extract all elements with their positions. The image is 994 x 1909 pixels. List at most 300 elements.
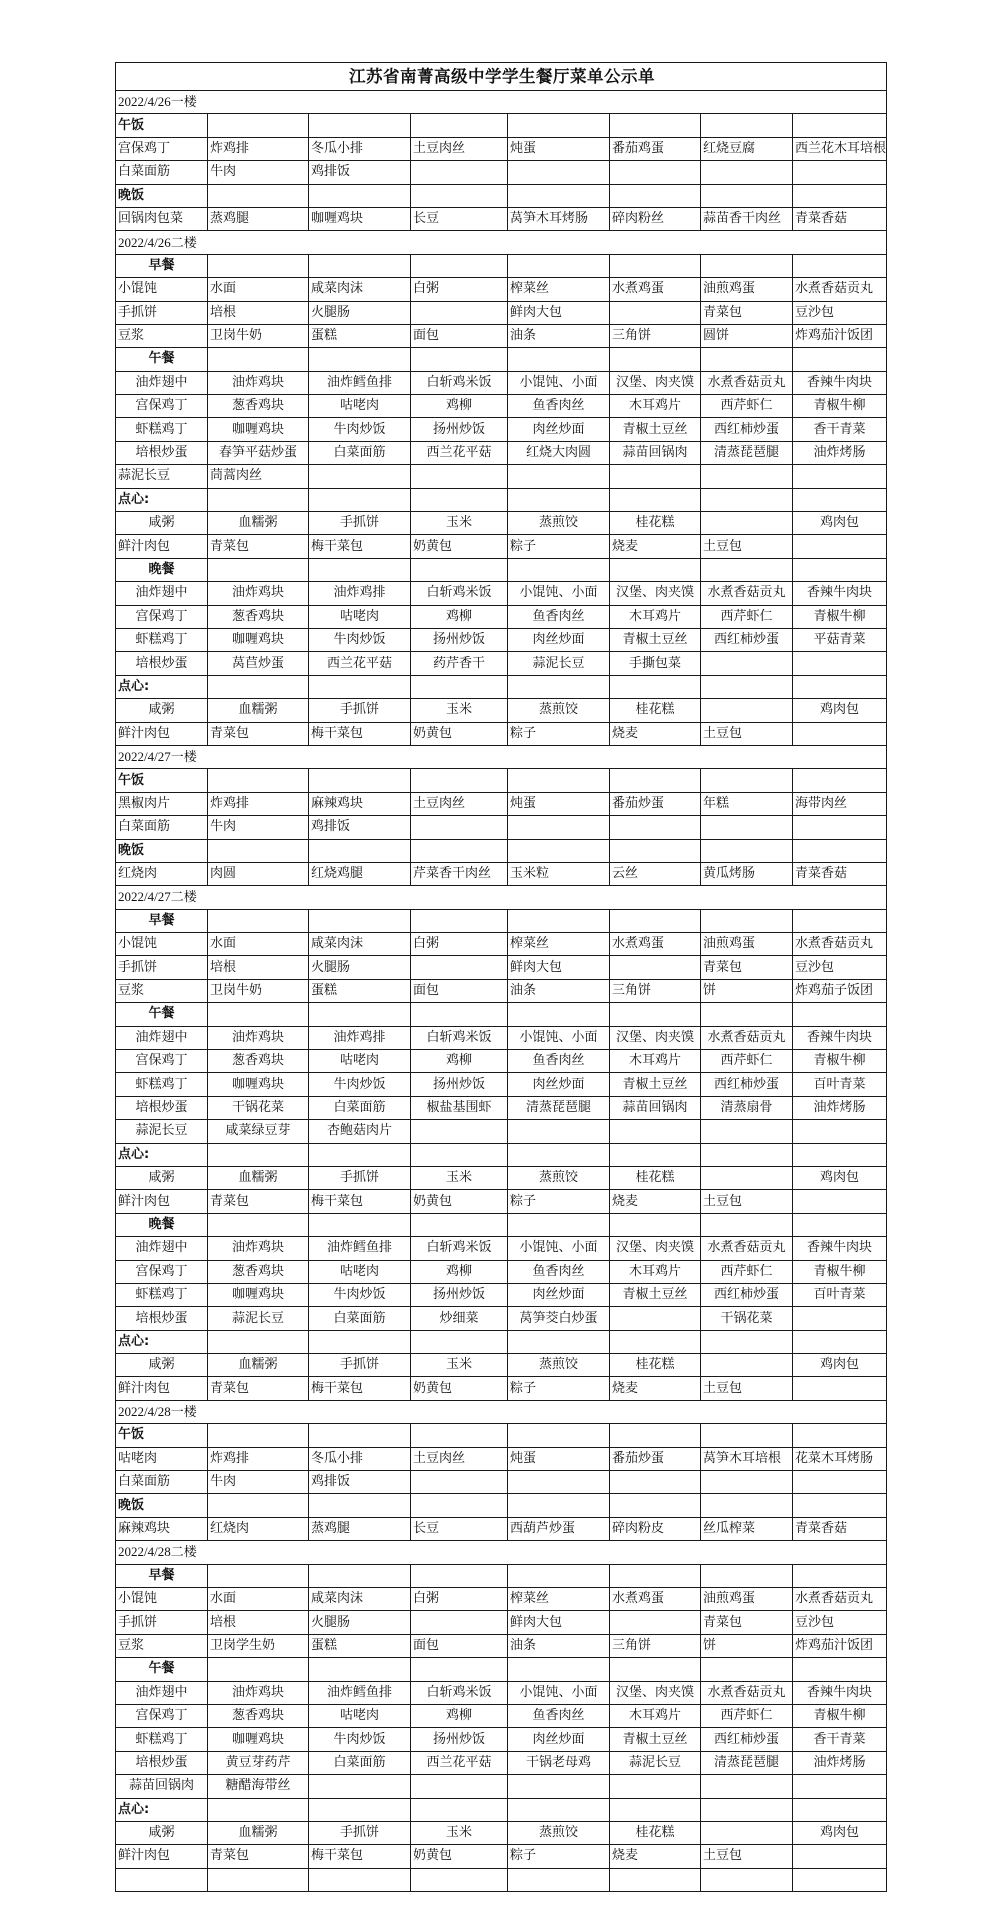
dish-cell: 宫保鸡丁 [116,605,208,628]
table-row [116,207,887,230]
dish-cell [610,1307,701,1330]
section-date: 2022/4/28一楼 [116,1400,887,1423]
table-row [116,1166,887,1189]
table-row [116,1050,887,1073]
dish-cell: 青菜包 [701,1611,793,1634]
dish-cell [793,535,887,558]
table-row [116,1634,887,1657]
dish-cell: 手抓饼 [309,1821,411,1844]
table-row [116,1611,887,1634]
dish-cell: 红烧鸡腿 [309,862,411,885]
empty-cell [309,839,411,862]
empty-cell [701,1658,793,1681]
dish-cell [793,1190,887,1213]
table-row [116,1120,887,1143]
table-row [116,395,887,418]
table-row [116,1821,887,1844]
empty-cell [208,558,309,581]
empty-cell [793,184,887,207]
dish-cell: 桂花糕 [610,699,701,722]
empty-cell [208,839,309,862]
dish-cell: 咕咾肉 [309,605,411,628]
dish-cell: 蛋糕 [309,1634,411,1657]
empty-cell [701,1798,793,1821]
dish-cell: 木耳鸡片 [610,395,701,418]
dish-cell: 奶黄包 [411,535,508,558]
dish-cell: 玉米 [411,512,508,535]
dish-cell: 蛋糕 [309,324,411,347]
empty-cell [411,254,508,277]
dish-cell: 牛肉炒饭 [309,1073,411,1096]
empty-cell [793,1330,887,1353]
dish-cell: 粽子 [508,1190,610,1213]
empty-cell [508,1143,610,1166]
dish-cell: 桂花糕 [610,1166,701,1189]
empty-cell [208,348,309,371]
dish-cell: 玉米 [411,1821,508,1844]
dish-cell: 白斩鸡米饭 [411,1237,508,1260]
dish-cell: 鱼香肉丝 [508,395,610,418]
dish-cell: 西红柿炒蛋 [701,1728,793,1751]
empty-cell [701,839,793,862]
table-row [116,1868,887,1891]
empty-cell [508,184,610,207]
dish-cell: 培根炒蛋 [116,1096,208,1119]
meal-header-row [116,1213,887,1236]
empty-cell [208,1143,309,1166]
section-date: 2022/4/26一楼 [116,91,887,114]
table-row [116,1096,887,1119]
dish-cell: 鸡肉包 [793,1166,887,1189]
empty-cell [508,254,610,277]
dish-cell: 炸鸡排 [208,137,309,160]
empty-cell [508,909,610,932]
empty-cell [701,1424,793,1447]
dish-cell: 油条 [508,324,610,347]
dish-cell: 碎肉粉皮 [610,1517,701,1540]
empty-cell [411,675,508,698]
dish-cell: 梅干菜包 [309,1190,411,1213]
meal-header-row [116,184,887,207]
dish-cell [701,1775,793,1798]
dish-cell: 木耳鸡片 [610,605,701,628]
meal-header-row [116,1143,887,1166]
dish-cell: 蒜苗回锅肉 [610,441,701,464]
dish-cell: 蒸煎饺 [508,1821,610,1844]
section-date: 2022/4/28二楼 [116,1541,887,1564]
dish-cell: 玉米 [411,1354,508,1377]
dish-cell [309,465,411,488]
dish-cell: 葱香鸡块 [208,1260,309,1283]
empty-cell [793,1494,887,1517]
empty-cell [508,1658,610,1681]
dish-cell: 汉堡、肉夹馍 [610,371,701,394]
empty-cell [610,254,701,277]
dish-cell: 香辣牛肉块 [793,1026,887,1049]
dish-cell: 咸粥 [116,1821,208,1844]
dish-cell [309,1868,411,1891]
table-row [116,1377,887,1400]
dish-cell: 手抓饼 [116,1611,208,1634]
dish-cell: 牛肉炒饭 [309,1283,411,1306]
dish-cell: 西芹虾仁 [701,1260,793,1283]
empty-cell [701,558,793,581]
dish-cell: 鸡排饭 [309,161,411,184]
dish-cell: 粽子 [508,1377,610,1400]
table-row [116,582,887,605]
dish-cell: 炸鸡排 [208,1447,309,1470]
table-row [116,628,887,651]
meal-label: 晚饭 [116,1494,208,1517]
meal-label: 午餐 [116,1003,208,1026]
dish-cell: 梅干菜包 [309,1845,411,1868]
empty-cell [508,114,610,137]
empty-cell [793,1798,887,1821]
table-row [116,512,887,535]
dish-cell: 蛋糕 [309,979,411,1002]
dish-cell: 白斩鸡米饭 [411,371,508,394]
dish-cell: 青菜包 [701,301,793,324]
dish-cell: 白菜面筋 [309,1096,411,1119]
dish-cell: 肉丝炒面 [508,628,610,651]
meal-label: 晚饭 [116,839,208,862]
dish-cell: 汉堡、肉夹馍 [610,582,701,605]
dish-cell: 鱼香肉丝 [508,1260,610,1283]
dish-cell: 土豆肉丝 [411,1447,508,1470]
dish-cell: 番茄炒蛋 [610,1447,701,1470]
date-row [116,1541,887,1564]
dish-cell: 奶黄包 [411,1190,508,1213]
empty-cell [610,839,701,862]
empty-cell [508,488,610,511]
table-row [116,722,887,745]
dish-cell: 清蒸琵琶腿 [701,1751,793,1774]
dish-cell: 麻辣鸡块 [309,792,411,815]
dish-cell: 三角饼 [610,979,701,1002]
dish-cell: 蒜苗回锅肉 [116,1775,208,1798]
dish-cell: 番茄鸡蛋 [610,137,701,160]
empty-cell [208,114,309,137]
table-row [116,418,887,441]
dish-cell: 桂花糕 [610,1821,701,1844]
dish-cell: 油炸鳕鱼排 [309,371,411,394]
empty-cell [701,1213,793,1236]
dish-cell: 汉堡、肉夹馍 [610,1237,701,1260]
meal-header-row [116,1658,887,1681]
dish-cell [701,465,793,488]
meal-label: 晚餐 [116,558,208,581]
dish-cell: 烧麦 [610,535,701,558]
dish-cell [701,816,793,839]
dish-cell: 油炸鸡排 [309,582,411,605]
title-row [116,63,887,91]
document-title: 江苏省南菁高级中学学生餐厅菜单公示单 [116,63,887,91]
dish-cell: 蒜苗香干肉丝 [701,207,793,230]
dish-cell: 青菜香菇 [793,1517,887,1540]
dish-cell: 鲜汁肉包 [116,1845,208,1868]
dish-cell: 火腿肠 [309,956,411,979]
dish-cell: 干锅花菜 [208,1096,309,1119]
table-row [116,465,887,488]
dish-cell: 咕咾肉 [309,395,411,418]
dish-cell: 莴苣炒蛋 [208,652,309,675]
empty-cell [701,769,793,792]
dish-cell: 番茄炒蛋 [610,792,701,815]
dish-cell: 咖喱鸡块 [208,1283,309,1306]
table-row [116,933,887,956]
meal-label: 午餐 [116,348,208,371]
dish-cell: 蒸煎饺 [508,1354,610,1377]
meal-header-row [116,114,887,137]
dish-cell: 虾糕鸡丁 [116,418,208,441]
dish-cell: 虾糕鸡丁 [116,628,208,651]
dish-cell [701,512,793,535]
dish-cell: 油条 [508,1634,610,1657]
dish-cell [701,699,793,722]
dish-cell: 烧麦 [610,1845,701,1868]
dish-cell: 咕咾肉 [309,1704,411,1727]
dish-cell: 油煎鸡蛋 [701,1588,793,1611]
dish-cell [411,301,508,324]
empty-cell [309,1564,411,1587]
dish-cell [701,161,793,184]
empty-cell [208,1564,309,1587]
dish-cell: 牛肉 [208,816,309,839]
empty-cell [208,1003,309,1026]
dish-cell [508,1120,610,1143]
dish-cell [411,1120,508,1143]
empty-cell [411,1494,508,1517]
dish-cell: 火腿肠 [309,1611,411,1634]
dish-cell: 鸡柳 [411,1704,508,1727]
date-row [116,745,887,768]
empty-cell [793,1564,887,1587]
empty-cell [309,184,411,207]
table-row [116,301,887,324]
meal-label: 点心: [116,675,208,698]
dish-cell [701,1821,793,1844]
dish-cell: 鸡肉包 [793,512,887,535]
table-row [116,979,887,1002]
dish-cell: 小馄饨、小面 [508,1026,610,1049]
empty-cell [701,488,793,511]
empty-cell [309,909,411,932]
table-row [116,1588,887,1611]
dish-cell: 培根 [208,956,309,979]
meal-header-row [116,488,887,511]
empty-cell [208,769,309,792]
empty-cell [411,1798,508,1821]
dish-cell: 鸡肉包 [793,699,887,722]
table-row [116,1354,887,1377]
dish-cell: 炸鸡茄汁饭团 [793,1634,887,1657]
dish-cell: 奶黄包 [411,1377,508,1400]
dish-cell: 青椒牛柳 [793,1704,887,1727]
dish-cell: 花菜木耳烤肠 [793,1447,887,1470]
dish-cell: 海带肉丝 [793,792,887,815]
empty-cell [208,909,309,932]
dish-cell: 干锅花菜 [701,1307,793,1330]
table-row [116,1681,887,1704]
empty-cell [610,1564,701,1587]
dish-cell: 咸菜绿豆芽 [208,1120,309,1143]
dish-cell: 水面 [208,1588,309,1611]
empty-cell [208,1658,309,1681]
dish-cell: 鲜汁肉包 [116,1377,208,1400]
empty-cell [508,1798,610,1821]
dish-cell: 白粥 [411,1588,508,1611]
dish-cell: 红烧肉 [116,862,208,885]
empty-cell [309,1494,411,1517]
dish-cell [793,1868,887,1891]
dish-cell: 奶黄包 [411,1845,508,1868]
empty-cell [208,1424,309,1447]
dish-cell: 清蒸扇骨 [701,1096,793,1119]
dish-cell: 火腿肠 [309,301,411,324]
dish-cell: 药芹香干 [411,652,508,675]
dish-cell: 木耳鸡片 [610,1260,701,1283]
dish-cell: 肉丝炒面 [508,1728,610,1751]
table-row [116,1283,887,1306]
dish-cell: 汉堡、肉夹馍 [610,1681,701,1704]
empty-cell [508,1424,610,1447]
meal-header-row [116,1330,887,1353]
dish-cell: 水煮香菇贡丸 [793,933,887,956]
dish-cell: 香辣牛肉块 [793,371,887,394]
section-date: 2022/4/26二楼 [116,231,887,254]
dish-cell [411,1775,508,1798]
dish-cell: 炖蛋 [508,137,610,160]
table-row [116,816,887,839]
dish-cell: 榨菜丝 [508,933,610,956]
dish-cell: 宫保鸡丁 [116,1050,208,1073]
dish-cell: 蒜泥长豆 [610,1751,701,1774]
dish-cell: 青椒土豆丝 [610,1073,701,1096]
dish-cell: 咸菜肉沫 [309,278,411,301]
dish-cell [411,1611,508,1634]
dish-cell: 葱香鸡块 [208,1050,309,1073]
dish-cell: 油炸烤肠 [793,1751,887,1774]
dish-cell: 培根炒蛋 [116,1751,208,1774]
dish-cell: 咖喱鸡块 [208,628,309,651]
dish-cell: 宫保鸡丁 [116,1704,208,1727]
dish-cell: 宫保鸡丁 [116,395,208,418]
dish-cell: 桂花糕 [610,1354,701,1377]
dish-cell: 鱼香肉丝 [508,1704,610,1727]
dish-cell: 梅干菜包 [309,1377,411,1400]
dish-cell: 水煮鸡蛋 [610,1588,701,1611]
dish-cell: 豆沙包 [793,301,887,324]
dish-cell: 炒细菜 [411,1307,508,1330]
table-row [116,956,887,979]
table-row [116,137,887,160]
dish-cell: 青椒土豆丝 [610,1283,701,1306]
dish-cell [610,956,701,979]
dish-cell: 黄豆芽药芹 [208,1751,309,1774]
dish-cell: 云丝 [610,862,701,885]
dish-cell: 鲜汁肉包 [116,535,208,558]
dish-cell: 咖喱鸡块 [208,418,309,441]
dish-cell: 香干青菜 [793,418,887,441]
dish-cell: 饼 [701,1634,793,1657]
empty-cell [701,1143,793,1166]
table-row [116,652,887,675]
empty-cell [610,114,701,137]
table-row [116,1471,887,1494]
dish-cell: 培根 [208,301,309,324]
dish-cell: 培根炒蛋 [116,652,208,675]
dish-cell: 宫保鸡丁 [116,1260,208,1283]
dish-cell: 丝瓜榨菜 [701,1517,793,1540]
dish-cell: 蒸煎饺 [508,512,610,535]
dish-cell: 手抓饼 [309,512,411,535]
dish-cell [793,161,887,184]
empty-cell [610,1658,701,1681]
meal-header-row [116,1494,887,1517]
empty-cell [411,558,508,581]
dish-cell [610,1471,701,1494]
dish-cell: 肉丝炒面 [508,418,610,441]
dish-cell: 肉丝炒面 [508,1073,610,1096]
empty-cell [411,909,508,932]
table-row [116,371,887,394]
empty-cell [411,1213,508,1236]
dish-cell: 清蒸琵琶腿 [508,1096,610,1119]
dish-cell: 土豆包 [701,722,793,745]
dish-cell: 百叶青菜 [793,1283,887,1306]
table-row [116,605,887,628]
empty-cell [208,675,309,698]
dish-cell [610,1868,701,1891]
dish-cell: 扬州炒饭 [411,418,508,441]
dish-cell: 青菜包 [208,1190,309,1213]
dish-cell: 肉丝炒面 [508,1283,610,1306]
dish-cell: 鸡排饭 [309,1471,411,1494]
meal-label: 午饭 [116,114,208,137]
dish-cell: 土豆肉丝 [411,137,508,160]
dish-cell [701,652,793,675]
dish-cell: 手抓饼 [116,956,208,979]
dish-cell: 冬瓜小排 [309,137,411,160]
empty-cell [610,909,701,932]
dish-cell [701,1166,793,1189]
table-row [116,1260,887,1283]
dish-cell: 长豆 [411,207,508,230]
dish-cell: 水煮鸡蛋 [610,933,701,956]
dish-cell: 豆沙包 [793,1611,887,1634]
empty-cell [411,1658,508,1681]
dish-cell [610,1611,701,1634]
empty-cell [701,1564,793,1587]
dish-cell: 水煮鸡蛋 [610,278,701,301]
dish-cell: 卫岗牛奶 [208,324,309,347]
dish-cell: 粽子 [508,535,610,558]
dish-cell: 香辣牛肉块 [793,1237,887,1260]
dish-cell: 咸粥 [116,512,208,535]
dish-cell: 血糯粥 [208,512,309,535]
dish-cell: 莴笋木耳烤肠 [508,207,610,230]
dish-cell: 西芹虾仁 [701,1050,793,1073]
table-row [116,1026,887,1049]
meal-label: 点心: [116,1330,208,1353]
dish-cell: 虾糕鸡丁 [116,1728,208,1751]
dish-cell: 牛肉炒饭 [309,418,411,441]
dish-cell: 白斩鸡米饭 [411,1026,508,1049]
dish-cell: 手抓饼 [116,301,208,324]
dish-cell: 油炸鳕鱼排 [309,1681,411,1704]
dish-cell: 粽子 [508,722,610,745]
dish-cell: 油炸鸡块 [208,1681,309,1704]
